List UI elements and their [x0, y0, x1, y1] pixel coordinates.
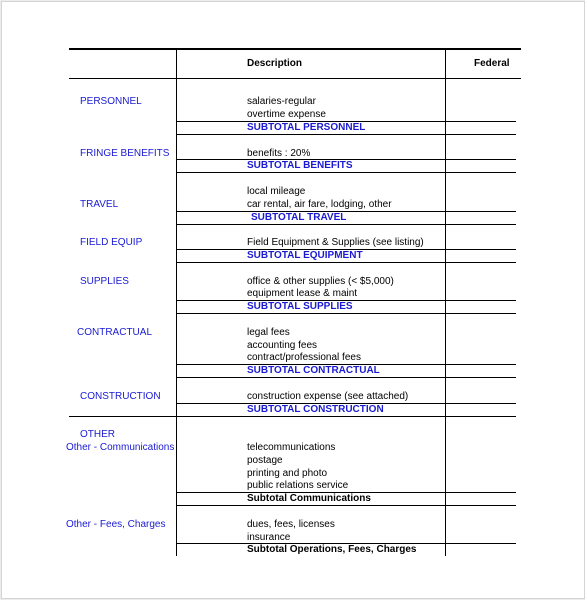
category-field-equip: FIELD EQUIP	[80, 237, 143, 248]
item-accounting-fees: accounting fees	[247, 340, 318, 351]
item-dues: dues, fees, licenses	[247, 519, 335, 530]
category-other: OTHER	[80, 429, 115, 440]
subtotal-equipment: SUBTOTAL EQUIPMENT	[247, 250, 363, 261]
row-rule	[176, 172, 516, 173]
item-overtime: overtime expense	[247, 109, 326, 120]
column-divider-left	[176, 49, 177, 556]
table-top-rule	[69, 48, 521, 50]
category-supplies: SUPPLIES	[80, 276, 129, 287]
category-contractual: CONTRACTUAL	[77, 327, 153, 338]
section-rule	[69, 416, 516, 417]
row-rule	[176, 505, 516, 506]
item-public-relations: public relations service	[247, 480, 349, 491]
item-insurance: insurance	[247, 532, 291, 543]
header-description: Description	[247, 58, 303, 69]
row-rule	[176, 377, 516, 378]
category-other-fees: Other - Fees, Charges	[66, 519, 166, 530]
item-benefits: benefits : 20%	[247, 148, 311, 159]
subtotal-communications: Subtotal Communications	[247, 493, 371, 504]
item-contract-fees: contract/professional fees	[247, 352, 361, 363]
item-salaries: salaries-regular	[247, 96, 316, 107]
item-office-supplies: office & other supplies (< $5,000)	[247, 276, 394, 287]
category-fringe-benefits: FRINGE BENEFITS	[80, 148, 170, 159]
row-rule	[176, 313, 516, 314]
category-personnel: PERSONNEL	[80, 96, 142, 107]
header-rule	[69, 78, 521, 79]
row-rule	[176, 134, 516, 135]
row-rule	[176, 224, 516, 225]
budget-page	[1, 1, 585, 599]
header-federal: Federal	[474, 58, 510, 69]
subtotal-operations: Subtotal Operations, Fees, Charges	[247, 544, 417, 555]
row-rule	[176, 262, 516, 263]
subtotal-personnel: SUBTOTAL PERSONNEL	[247, 122, 366, 133]
item-telecommunications: telecommunications	[247, 442, 336, 453]
column-divider-right	[445, 49, 446, 556]
item-car-rental: car rental, air fare, lodging, other	[247, 199, 392, 210]
item-construction-expense: construction expense (see attached)	[247, 391, 409, 402]
item-local-mileage: local mileage	[247, 186, 306, 197]
subtotal-supplies: SUBTOTAL SUPPLIES	[247, 301, 353, 312]
category-other-communications: Other - Communications	[66, 442, 175, 453]
subtotal-travel: SUBTOTAL TRAVEL	[251, 212, 347, 223]
subtotal-construction: SUBTOTAL CONSTRUCTION	[247, 404, 384, 415]
category-travel: TRAVEL	[80, 199, 119, 210]
item-equipment-lease: equipment lease & maint	[247, 288, 358, 299]
subtotal-contractual: SUBTOTAL CONTRACTUAL	[247, 365, 380, 376]
item-field-equipment: Field Equipment & Supplies (see listing)	[247, 237, 424, 248]
item-legal-fees: legal fees	[247, 327, 290, 338]
item-printing: printing and photo	[247, 468, 328, 479]
item-postage: postage	[247, 455, 283, 466]
category-construction: CONSTRUCTION	[80, 391, 161, 402]
subtotal-benefits: SUBTOTAL BENEFITS	[247, 160, 353, 171]
